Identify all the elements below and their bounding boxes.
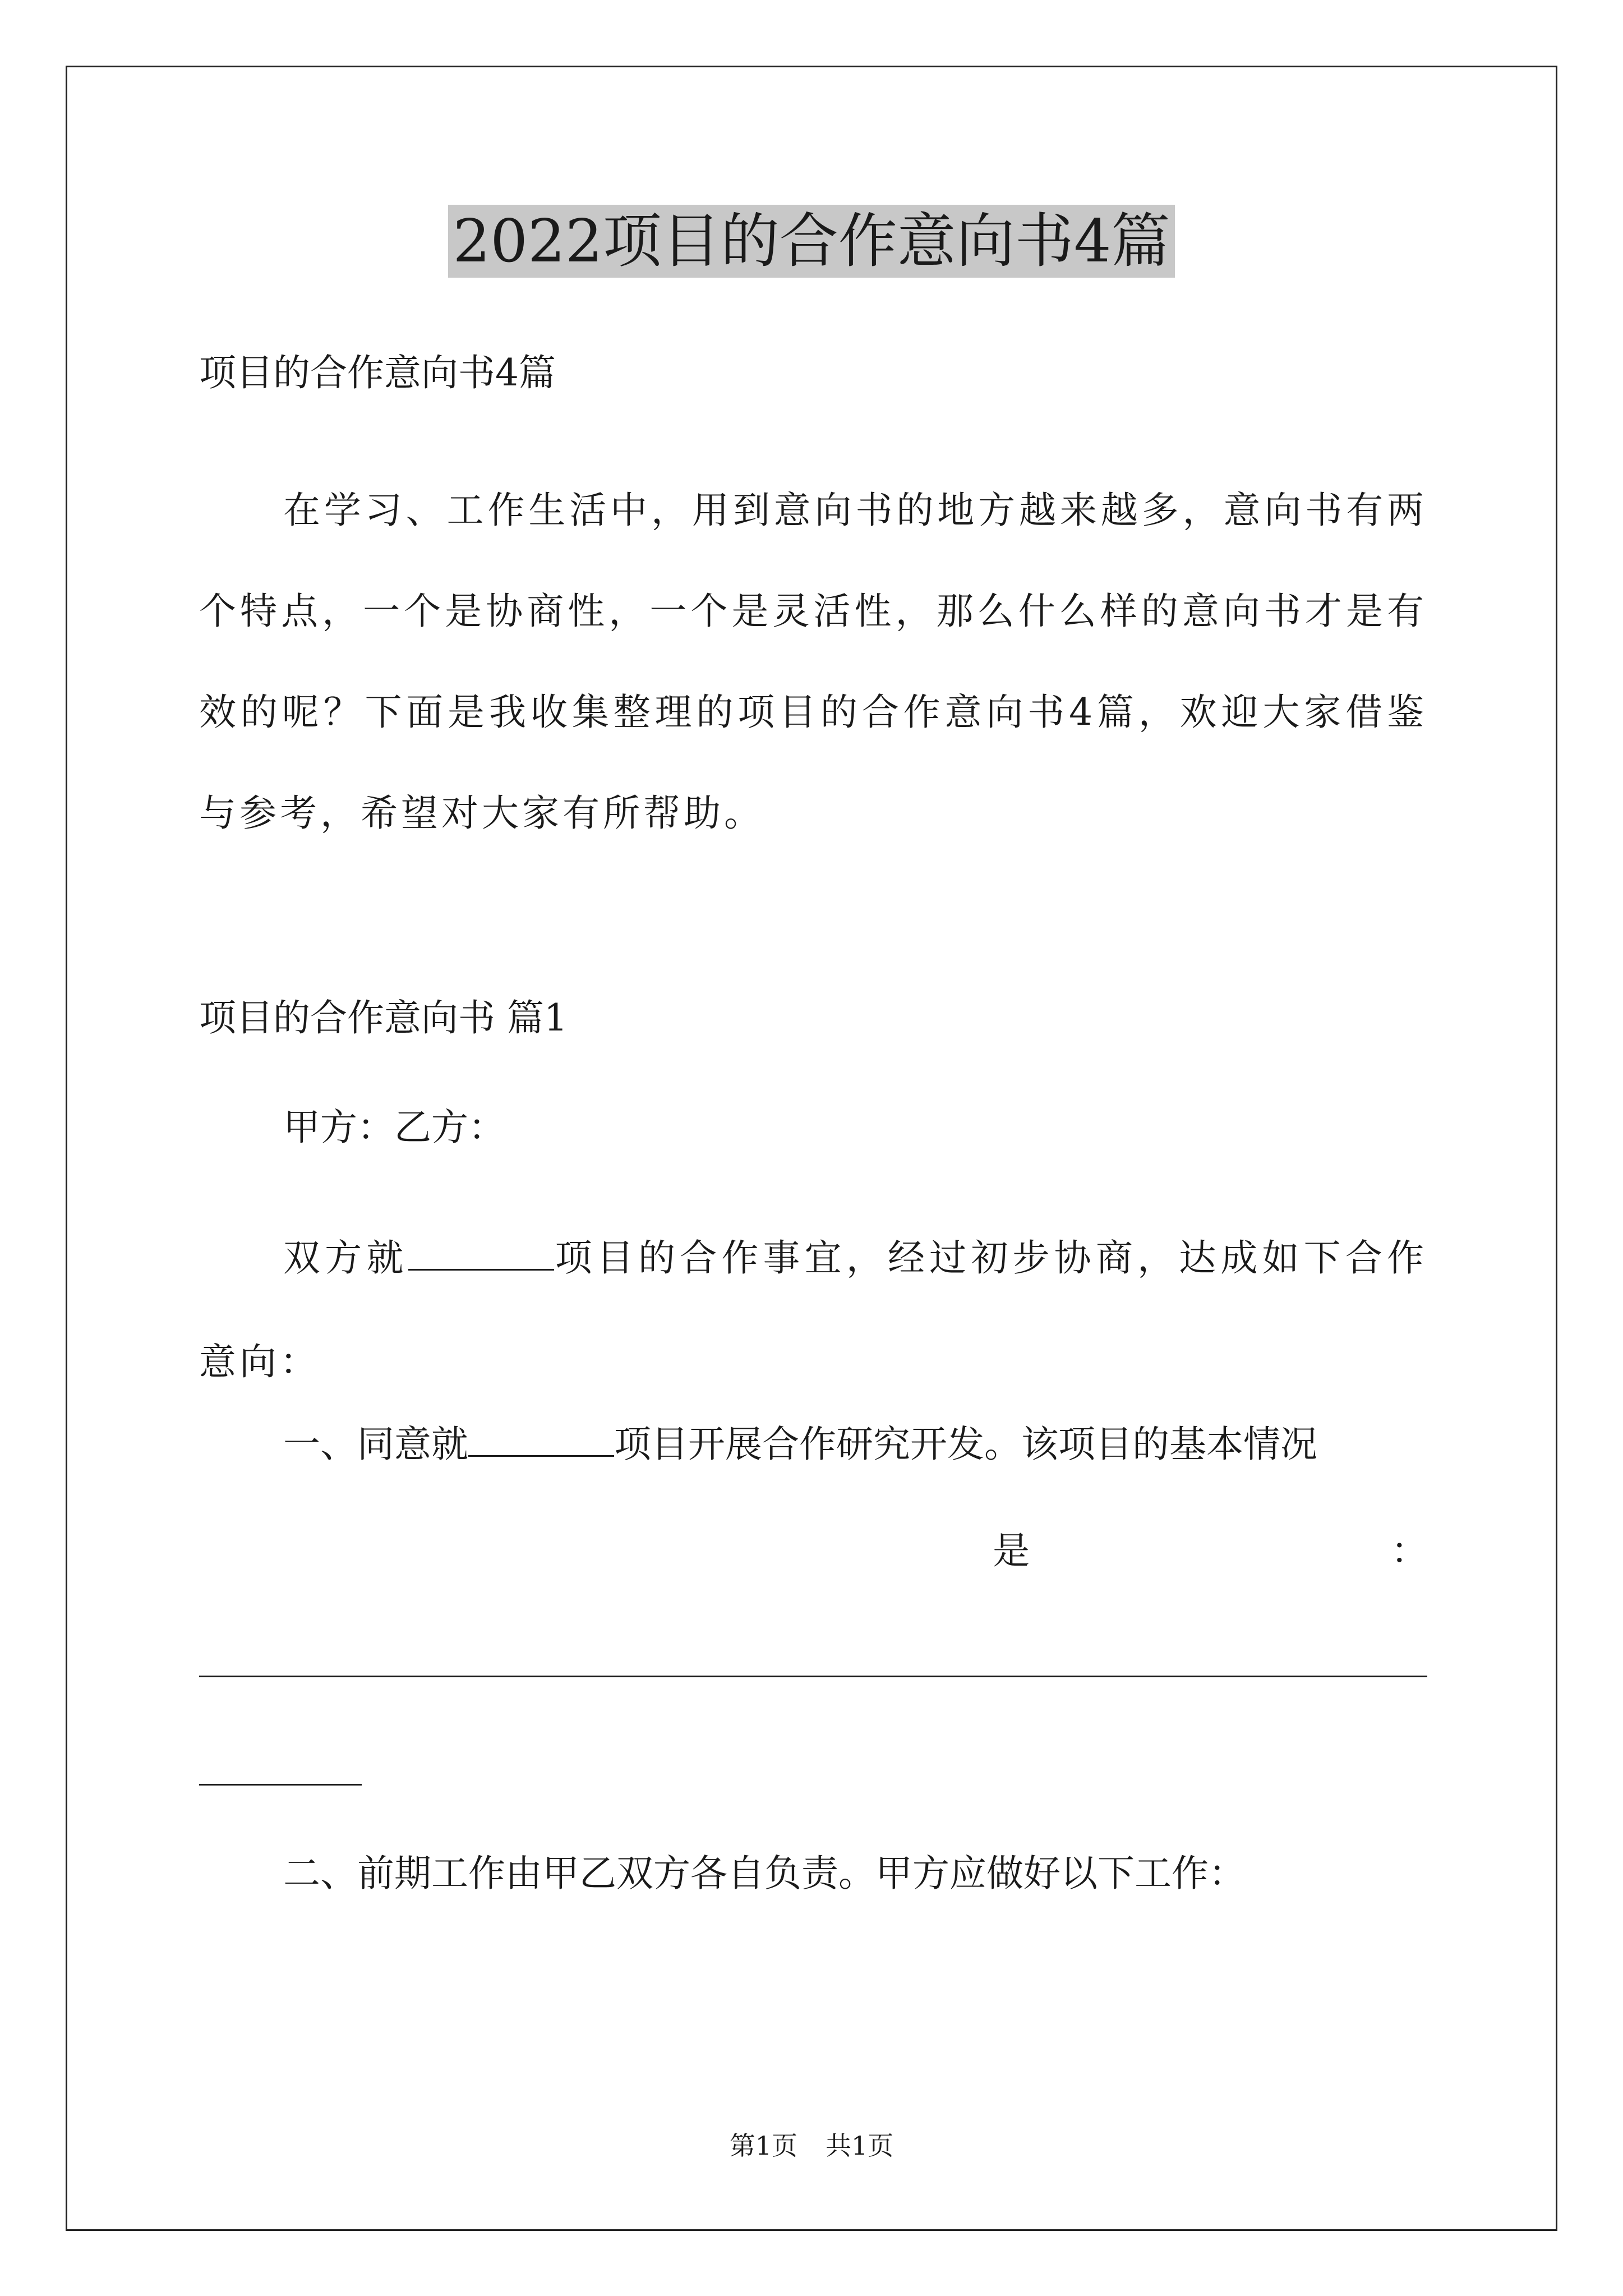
blank-rule-long (199, 1676, 1427, 1677)
document-title-text: 2022项目的合作意向书4篇 (448, 205, 1174, 278)
clause-intro-paragraph (199, 1206, 1427, 1414)
clause-2-line: 二、前期工作由甲乙双方各自负责。甲方应做好以下工作： (283, 1852, 1246, 1895)
page-footer (0, 2129, 1623, 2162)
blank-rule-short (199, 1784, 362, 1786)
footer-total-pages: 共1页 (826, 2131, 894, 2161)
document-subtitle: 项目的合作意向书4篇 (199, 351, 556, 394)
clause-1-colon: ： (1391, 1529, 1428, 1572)
clause-intro-after: 项目的合作事宜，经过初步协商，达成如下合作意向： (199, 1236, 1427, 1383)
clause-1-line (283, 1419, 1317, 1470)
intro-paragraph: 在学习、工作生活中，用到意向书的地方越来越多，意向书有两个特点，一个是协商性，一个是灵活性，那么什么样的意向书才是有效的呢？下面是我收集整理的项目的合作意向书4篇，欢迎大家借鉴与参考，希望对大家有所帮助。 (199, 489, 1427, 835)
footer-page-number: 第1页 (729, 2131, 797, 2161)
clause-1-shi: 是 (993, 1529, 1030, 1572)
clause-1-after: 项目开展合作研究开发。该项目的基本情况 (614, 1423, 1317, 1466)
parties-line: 甲方：乙方： (283, 1106, 505, 1149)
blank-project-name (408, 1234, 554, 1271)
clause-1-before: 一、同意就 (283, 1423, 468, 1466)
document-title (0, 199, 1623, 283)
clause-intro-before: 双方就 (283, 1236, 408, 1280)
section-1-heading: 项目的合作意向书 篇1 (199, 996, 568, 1039)
blank-project-name-2 (468, 1420, 614, 1457)
